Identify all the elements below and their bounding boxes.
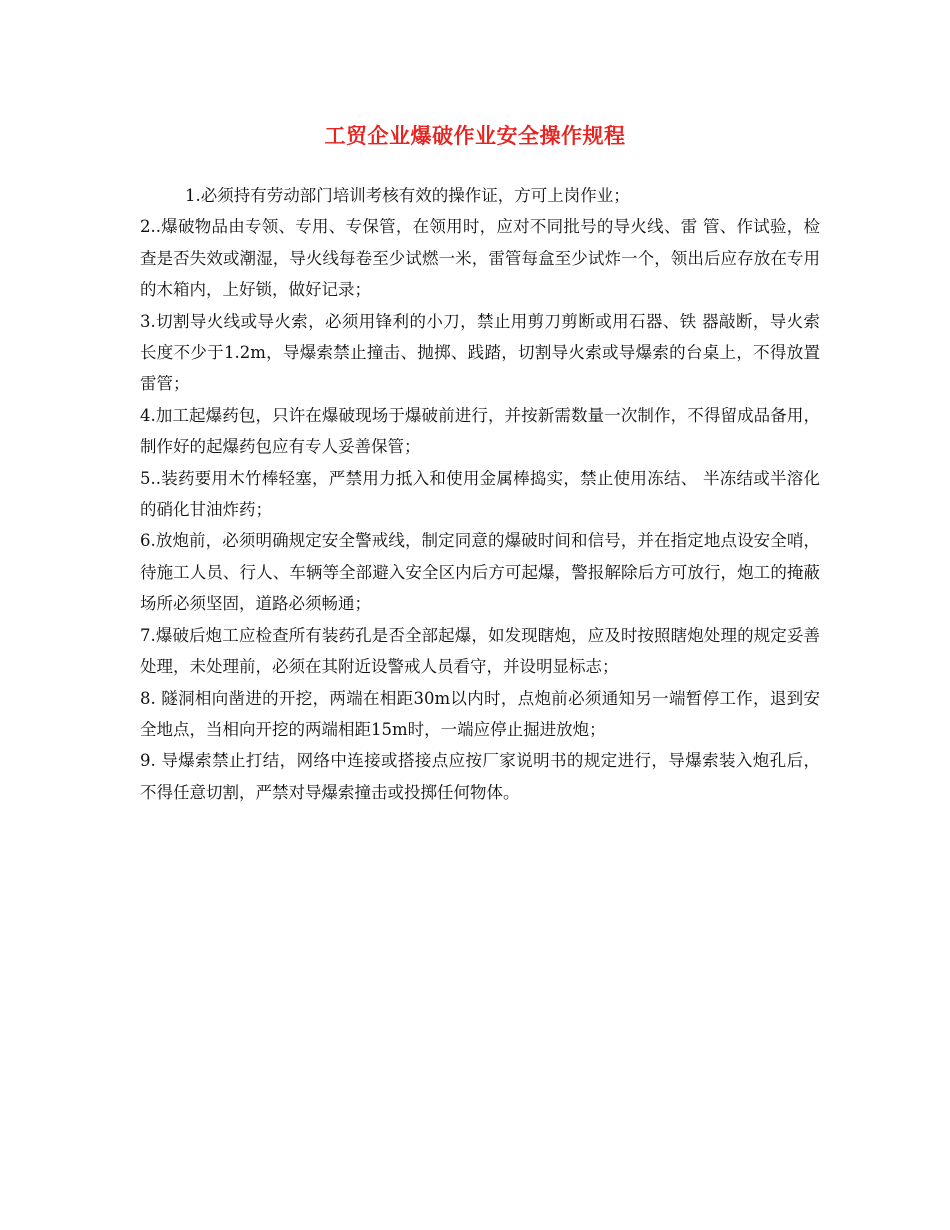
document-title: 工贸企业爆破作业安全操作规程	[324, 124, 626, 148]
rule-paragraph-7: 7.爆破后炮工应检查所有装药孔是否全部起爆，如发现瞎炮，应及时按照瞎炮处理的规定妥善处理，未处理前，必须在其附近设警戒人员看守，并设明显标志；	[140, 625, 820, 677]
rule-paragraph-1: 1.必须持有劳动部门培训考核有效的操作证，方可上岗作业；	[185, 186, 630, 205]
rule-paragraph-4: 4.加工起爆药包，只许在爆破现场于爆破前进行，并按新需数量一次制作，不得留成品备用，制作好的起爆药包应有专人妥善保管；	[140, 405, 820, 457]
rule-paragraph-6: 6.放炮前，必须明确规定安全警戒线，制定同意的爆破时间和信号，并在指定地点设安全哨，待施工人员、行人、车辆等全部避入安全区内后方可起爆，警报解除后方可放行，炮工的掩蔽场所必须坚固，道路必须畅通；	[140, 531, 820, 614]
document-body	[140, 180, 820, 808]
rule-paragraph-8: 8. 隧洞相向凿进的开挖，两端在相距30m以内时，点炮前必须通知另一端暂停工作，退到安全地点，当相向开挖的两端相距15m时，一端应停止掘进放炮；	[140, 688, 820, 739]
rule-paragraph-2: 2..爆破物品由专领、专用、专保管，在领用时，应对不同批号的导火线、雷 管、作试验，检查是否失效或潮湿，导火线每卷至少试燃一米，雷管每盒至少试炸一个，领出后应存放在专用的木箱内，上好锁，做好记录；	[140, 217, 820, 300]
rule-paragraph-5: 5..装药要用木竹棒轻塞，严禁用力抵入和使用金属棒捣实，禁止使用冻结、 半冻结或半溶化的硝化甘油炸药；	[140, 468, 820, 520]
rule-paragraph-3: 3.切割导火线或导火索，必须用锋利的小刀，禁止用剪刀剪断或用石器、铁 器敲断，导火索长度不少于1.2m，导爆索禁止撞击、抛掷、践踏，切割导火索或导爆索的台桌上，不得放置雷管；	[140, 311, 820, 394]
rule-paragraph-9: 9. 导爆索禁止打结，网络中连接或搭接点应按厂家说明书的规定进行，导爆索装入炮孔后，不得任意切割，严禁对导爆索撞击或投掷任何物体。	[140, 751, 820, 802]
